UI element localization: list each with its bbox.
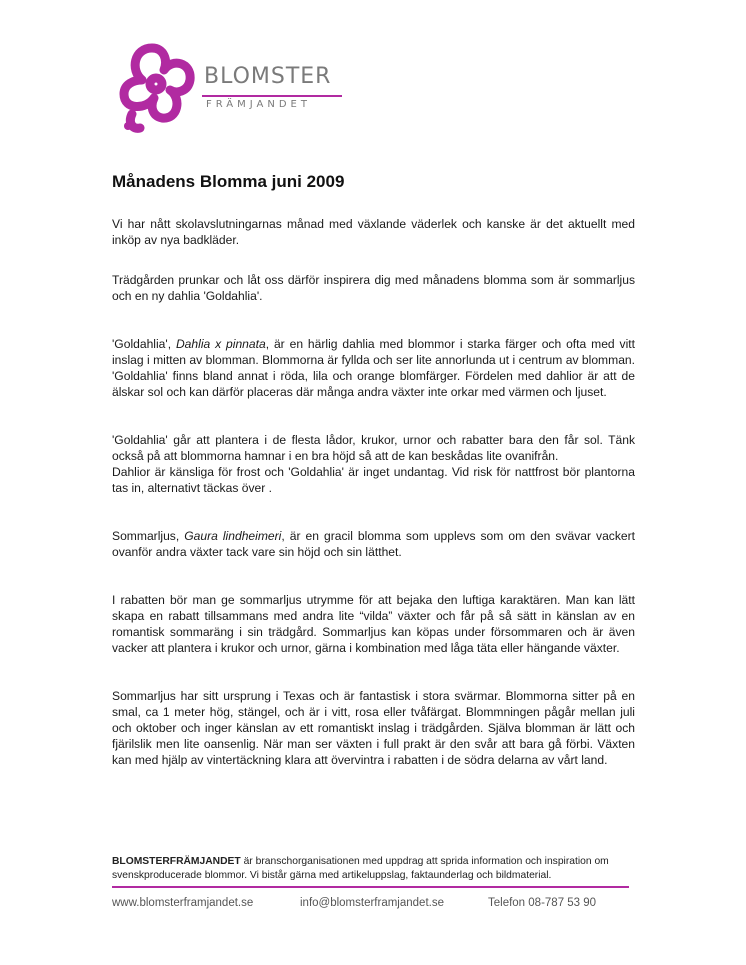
latin-name: Dahlia x pinnata <box>175 337 266 351</box>
logo <box>112 40 372 135</box>
email-link[interactable]: info@blomsterframjandet.se <box>300 897 444 909</box>
article-body <box>112 216 635 768</box>
latin-name: Gaura lindheimeri <box>184 529 282 543</box>
footer-divider <box>112 886 629 888</box>
paragraph-sommarljus: Sommarljus, Gaura lindheimeri, är en gracil blomma som upplevs som om den svävar vackert ovanför andra växter tack vare sin höjd och sin lätthet. <box>112 529 636 559</box>
paragraph-planting: 'Goldahlia' går att plantera i de flesta lådor, krukor, urnor och rabatter bara den får sol. Tänk också på att blommorna hamnar i en bra höjd så att de kan beskådas lite ovanifrån. <box>112 433 635 463</box>
logo-subtitle: FRÄMJANDET <box>206 99 311 110</box>
page-title: Månadens Blomma juni 2009 <box>112 172 345 191</box>
paragraph-frost: Dahlior är känsliga för frost och 'Goldahlia' är inget undantag. Vid risk för nattfrost bör plantorna tas in, alternativt täckas över . <box>112 465 635 495</box>
footer-description: BLOMSTERFRÄMJANDET är branschorganisationen med uppdrag att sprida information och inspiration om svenskproducerade blommor. Vi bistår gärna med artikeluppslag, faktaunderlag och bildmaterial. <box>112 856 609 881</box>
website-link[interactable]: www.blomsterframjandet.se <box>112 897 254 909</box>
paragraph-goldahlia: 'Goldahlia', Dahlia x pinnata, är en härlig dahlia med blommor i starka färger och ofta med vitt inslag i mitten av blomman. Blommorna är fyllda och ser lite annorlunda ut i centrum av blomman. 'Goldahlia' finns bland annat i röda, lila och orange blomfärger. Fördelen med dahlior är att de älskar sol och kan därför placeras där många andra växter inte orkar med värmen och ljuset. <box>112 337 635 399</box>
paragraph-garden: Trädgården prunkar och låt oss därför inspirera dig med månadens blomma som är sommarljus och en ny dahlia 'Goldahlia'. <box>112 273 635 303</box>
paragraph-rabatt: I rabatten bör man ge sommarljus utrymme för att bejaka den luftiga karaktären. Man kan lätt skapa en rabatt tillsammans med andra lite “vilda” växter och får på så sätt in känslan av en romantisk sommaräng i sin trädgård. Sommarljus kan köpas under försommaren och är även vacker att plantera i krukor och urnor, gärna i kombination med låga täta eller hängande växter. <box>112 593 635 655</box>
phone-number: Telefon 08-787 53 90 <box>488 897 597 909</box>
logo-divider <box>202 95 342 97</box>
flower-logo-icon <box>112 40 202 135</box>
paragraph-origin: Sommarljus har sitt ursprung i Texas och är fantastisk i stora svärmar. Blommorna sitter på en smal, ca 1 meter hög, stängel, och är i vitt, rosa eller tvåfärgat. Blommningen pågår mellan juli och oktober och inger känslan av ett romantiskt inslag i trädgården. Själva blomman är lätt och fjärilslik men lite oansenlig. När man ser växten i full prakt är den svår att bara gå förbi. Växten kan med hjälp av vintertäckning klara att övervintra i rabatten i de södra delarna av vårt land. <box>112 689 635 767</box>
logo-wordmark: BLOMSTER <box>204 64 332 89</box>
paragraph-intro: Vi har nått skolavslutningarnas månad med växlande väderlek och kanske är det aktuellt med inköp av nya badkläder. <box>112 217 635 247</box>
footer-org-name: BLOMSTERFRÄMJANDET <box>112 856 241 867</box>
